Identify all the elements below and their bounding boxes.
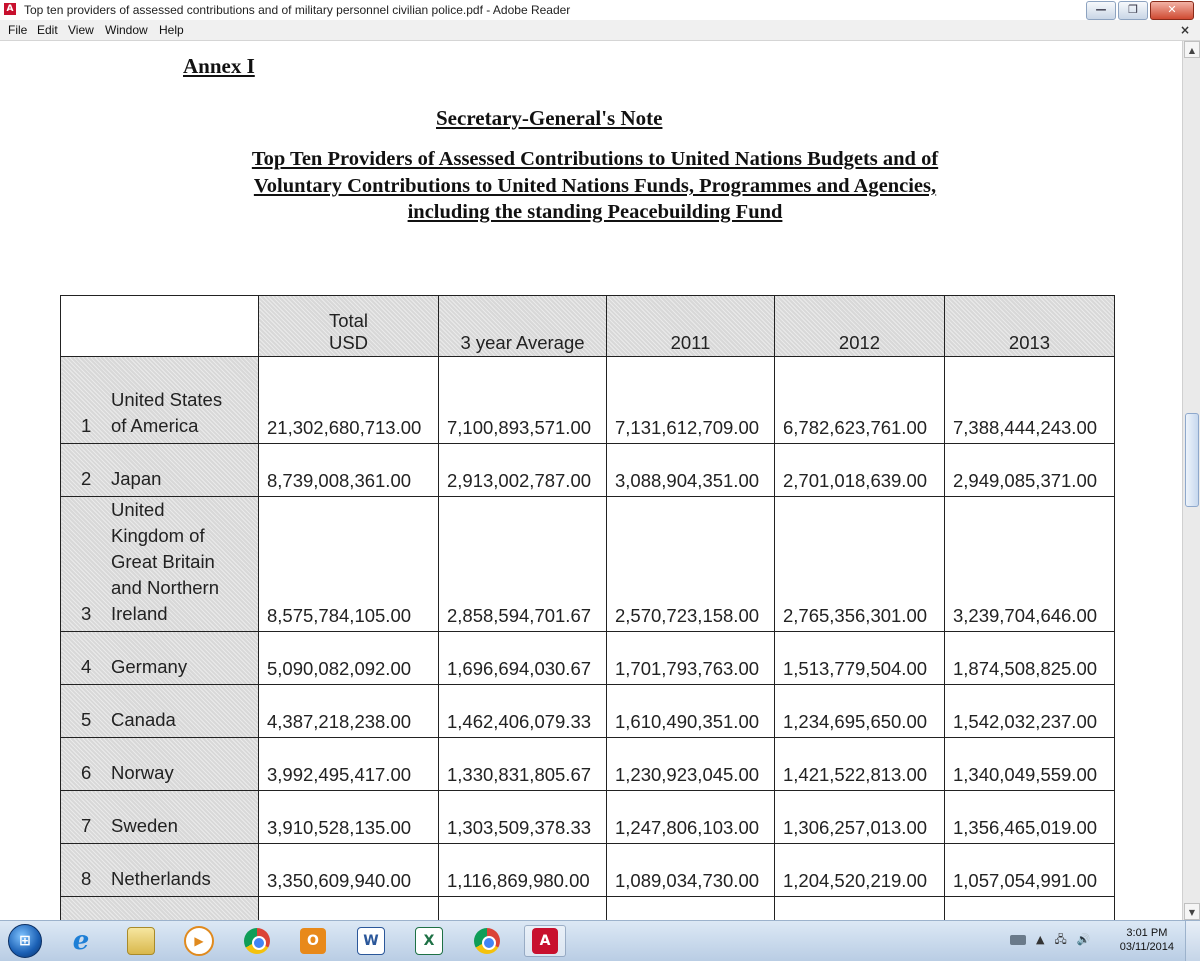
value-cell-2012: 1,234,695,650.00 <box>775 685 945 738</box>
show-hidden-icons-icon[interactable]: ▲ <box>1036 933 1045 946</box>
rank-number: 5 <box>81 709 92 730</box>
value-cell-2012: 2,765,356,301.00 <box>775 497 945 632</box>
value-cell-total-usd: 5,090,082,092.00 <box>259 632 439 685</box>
value-cell-total-usd: 8,575,784,105.00 <box>259 497 439 632</box>
taskbar-excel[interactable] <box>408 925 450 957</box>
explorer-icon <box>127 927 155 955</box>
country-cell <box>61 632 259 685</box>
excel-icon: X <box>415 927 443 955</box>
rank-number: 4 <box>81 656 92 677</box>
chrome-icon <box>474 928 500 954</box>
document-title-line-1: Top Ten Providers of Assessed Contributions to United Nations Budgets and of <box>251 148 939 170</box>
value-cell-3-year-average: 1,116,869,980.00 <box>439 844 607 897</box>
country-name: United Kingdom of Great Britain and Northern Ireland <box>111 499 219 624</box>
value-cell-2013: 1,542,032,237.00 <box>945 685 1115 738</box>
taskbar-explorer[interactable] <box>120 925 162 957</box>
table-row <box>61 444 1115 497</box>
clock-time: 3:01 PM <box>1126 927 1168 939</box>
chrome-icon <box>244 928 270 954</box>
close-button[interactable]: ✕ <box>1150 1 1194 20</box>
value-cell-total-usd: 21,302,680,713.00 <box>259 357 439 444</box>
minimize-button[interactable]: — <box>1086 1 1116 20</box>
header-3-year-average: 3 year Average <box>439 296 607 357</box>
scroll-thumb[interactable] <box>1185 413 1199 507</box>
value-cell-2013: 3,239,704,646.00 <box>945 497 1115 632</box>
value-cell-total-usd <box>259 897 439 921</box>
country-name: Japan <box>111 468 162 489</box>
network-icon[interactable]: 🖧 <box>1054 933 1067 946</box>
close-document-button[interactable]: × <box>1179 23 1190 37</box>
show-desktop-button[interactable] <box>1185 921 1200 961</box>
table-body <box>61 357 1115 921</box>
system-tray <box>1010 933 1090 947</box>
document-title-line-3: including the standing Peacebuilding Fund <box>407 201 783 223</box>
value-cell-total-usd: 4,387,218,238.00 <box>259 685 439 738</box>
table-row <box>61 497 1115 632</box>
value-cell-2011: 1,701,793,763.00 <box>607 632 775 685</box>
table-row <box>61 357 1115 444</box>
value-cell-2011: 1,089,034,730.00 <box>607 844 775 897</box>
taskbar-outlook[interactable] <box>292 925 334 957</box>
ie-icon: e <box>72 926 90 956</box>
taskbar-ie[interactable] <box>60 925 102 957</box>
table-row <box>61 632 1115 685</box>
country-cell <box>61 738 259 791</box>
value-cell-2012 <box>775 897 945 921</box>
note-heading: Secretary-General's Note <box>436 106 663 130</box>
table-row <box>61 897 1115 921</box>
value-cell-total-usd: 8,739,008,361.00 <box>259 444 439 497</box>
table-row <box>61 791 1115 844</box>
value-cell-2012: 6,782,623,761.00 <box>775 357 945 444</box>
taskbar-word[interactable] <box>350 925 392 957</box>
menu-file[interactable]: File <box>8 23 28 37</box>
value-cell-2011: 1,610,490,351.00 <box>607 685 775 738</box>
value-cell-2013: 1,340,049,559.00 <box>945 738 1115 791</box>
value-cell-2012: 1,421,522,813.00 <box>775 738 945 791</box>
window-title: Top ten providers of assessed contributions and of military personnel civilian police.pdf - Adobe Reader <box>24 3 571 17</box>
value-cell-3-year-average: 2,913,002,787.00 <box>439 444 607 497</box>
value-cell-2013 <box>945 897 1115 921</box>
maximize-button[interactable]: ❐ <box>1118 1 1148 20</box>
pdf-page <box>0 41 1180 920</box>
table-header-row <box>61 296 1115 357</box>
menu-help[interactable]: Help <box>159 23 184 37</box>
taskbar <box>0 920 1200 961</box>
value-cell-3-year-average: 1,696,694,030.67 <box>439 632 607 685</box>
value-cell-3-year-average <box>439 897 607 921</box>
start-button[interactable] <box>4 925 46 957</box>
value-cell-2011: 7,131,612,709.00 <box>607 357 775 444</box>
table-row <box>61 844 1115 897</box>
taskbar-chrome[interactable] <box>236 925 278 957</box>
value-cell-2011: 1,247,806,103.00 <box>607 791 775 844</box>
header-2013: 2013 <box>945 296 1115 357</box>
country-name: United States of America <box>111 389 223 436</box>
value-cell-2013: 1,057,054,991.00 <box>945 844 1115 897</box>
value-cell-2013: 1,356,465,019.00 <box>945 791 1115 844</box>
adobe-reader-icon: A <box>4 3 16 15</box>
keyboard-icon[interactable] <box>1010 935 1026 945</box>
volume-icon[interactable]: 🔊 <box>1076 933 1091 946</box>
country-name: Canada <box>111 709 176 730</box>
value-cell-2011: 2,570,723,158.00 <box>607 497 775 632</box>
menu-window[interactable]: Window <box>105 23 148 37</box>
value-cell-3-year-average: 1,330,831,805.67 <box>439 738 607 791</box>
clock[interactable] <box>1120 926 1174 954</box>
value-cell-3-year-average: 1,462,406,079.33 <box>439 685 607 738</box>
value-cell-3-year-average: 7,100,893,571.00 <box>439 357 607 444</box>
value-cell-2012: 1,513,779,504.00 <box>775 632 945 685</box>
outlook-icon: O <box>300 928 326 954</box>
adobe-reader-icon: A <box>532 928 558 954</box>
value-cell-2012: 1,204,520,219.00 <box>775 844 945 897</box>
vertical-scrollbar[interactable] <box>1182 41 1200 920</box>
media-player-icon: ▶ <box>184 926 214 956</box>
country-name: Norway <box>111 762 174 783</box>
window-title-bar <box>0 0 1200 21</box>
word-icon: W <box>357 927 385 955</box>
rank-number: 3 <box>81 603 92 624</box>
value-cell-2013: 2,949,085,371.00 <box>945 444 1115 497</box>
table-row <box>61 685 1115 738</box>
taskbar-adobe-reader[interactable] <box>524 925 566 957</box>
document-viewport[interactable] <box>0 41 1200 920</box>
scroll-up-icon[interactable]: ▲ <box>1184 41 1200 58</box>
value-cell-2013: 7,388,444,243.00 <box>945 357 1115 444</box>
rank-number: 1 <box>81 415 92 436</box>
value-cell-total-usd: 3,350,609,940.00 <box>259 844 439 897</box>
taskbar-media-player[interactable] <box>178 925 220 957</box>
rank-number: 2 <box>81 468 92 489</box>
value-cell-total-usd: 3,992,495,417.00 <box>259 738 439 791</box>
country-cell <box>61 357 259 444</box>
taskbar-chrome-2[interactable] <box>466 925 508 957</box>
value-cell-2013: 1,874,508,825.00 <box>945 632 1115 685</box>
country-cell <box>61 685 259 738</box>
value-cell-2011: 1,230,923,045.00 <box>607 738 775 791</box>
header-2012: 2012 <box>775 296 945 357</box>
country-cell <box>61 497 259 632</box>
table-row <box>61 738 1115 791</box>
country-name: Netherlands <box>111 868 211 889</box>
window-controls <box>1086 1 1194 20</box>
rank-number: 7 <box>81 815 92 836</box>
value-cell-2012: 1,306,257,013.00 <box>775 791 945 844</box>
rank-number: 8 <box>81 868 92 889</box>
header-country <box>61 296 259 357</box>
country-cell <box>61 791 259 844</box>
country-cell <box>61 897 259 921</box>
country-name: Sweden <box>111 815 178 836</box>
clock-date: 03/11/2014 <box>1119 941 1174 953</box>
document-title-line-2: Voluntary Contributions to United Nations Funds, Programmes and Agencies, <box>253 175 937 197</box>
header-total-usd: Total USD <box>259 296 439 357</box>
country-name: Germany <box>111 656 188 677</box>
menu-bar <box>0 20 1200 41</box>
country-cell <box>61 444 259 497</box>
value-cell-2011 <box>607 897 775 921</box>
country-cell <box>61 844 259 897</box>
value-cell-3-year-average: 1,303,509,378.33 <box>439 791 607 844</box>
menu-edit[interactable]: Edit <box>37 23 58 37</box>
contributions-table <box>60 295 1115 920</box>
windows-logo-icon: ⊞ <box>8 924 42 958</box>
scroll-down-icon[interactable]: ▼ <box>1184 903 1200 920</box>
value-cell-2011: 3,088,904,351.00 <box>607 444 775 497</box>
value-cell-3-year-average: 2,858,594,701.67 <box>439 497 607 632</box>
menu-view[interactable]: View <box>68 23 94 37</box>
annex-heading: Annex I <box>183 54 255 78</box>
header-2011: 2011 <box>607 296 775 357</box>
value-cell-total-usd: 3,910,528,135.00 <box>259 791 439 844</box>
value-cell-2012: 2,701,018,639.00 <box>775 444 945 497</box>
rank-number: 6 <box>81 762 92 783</box>
